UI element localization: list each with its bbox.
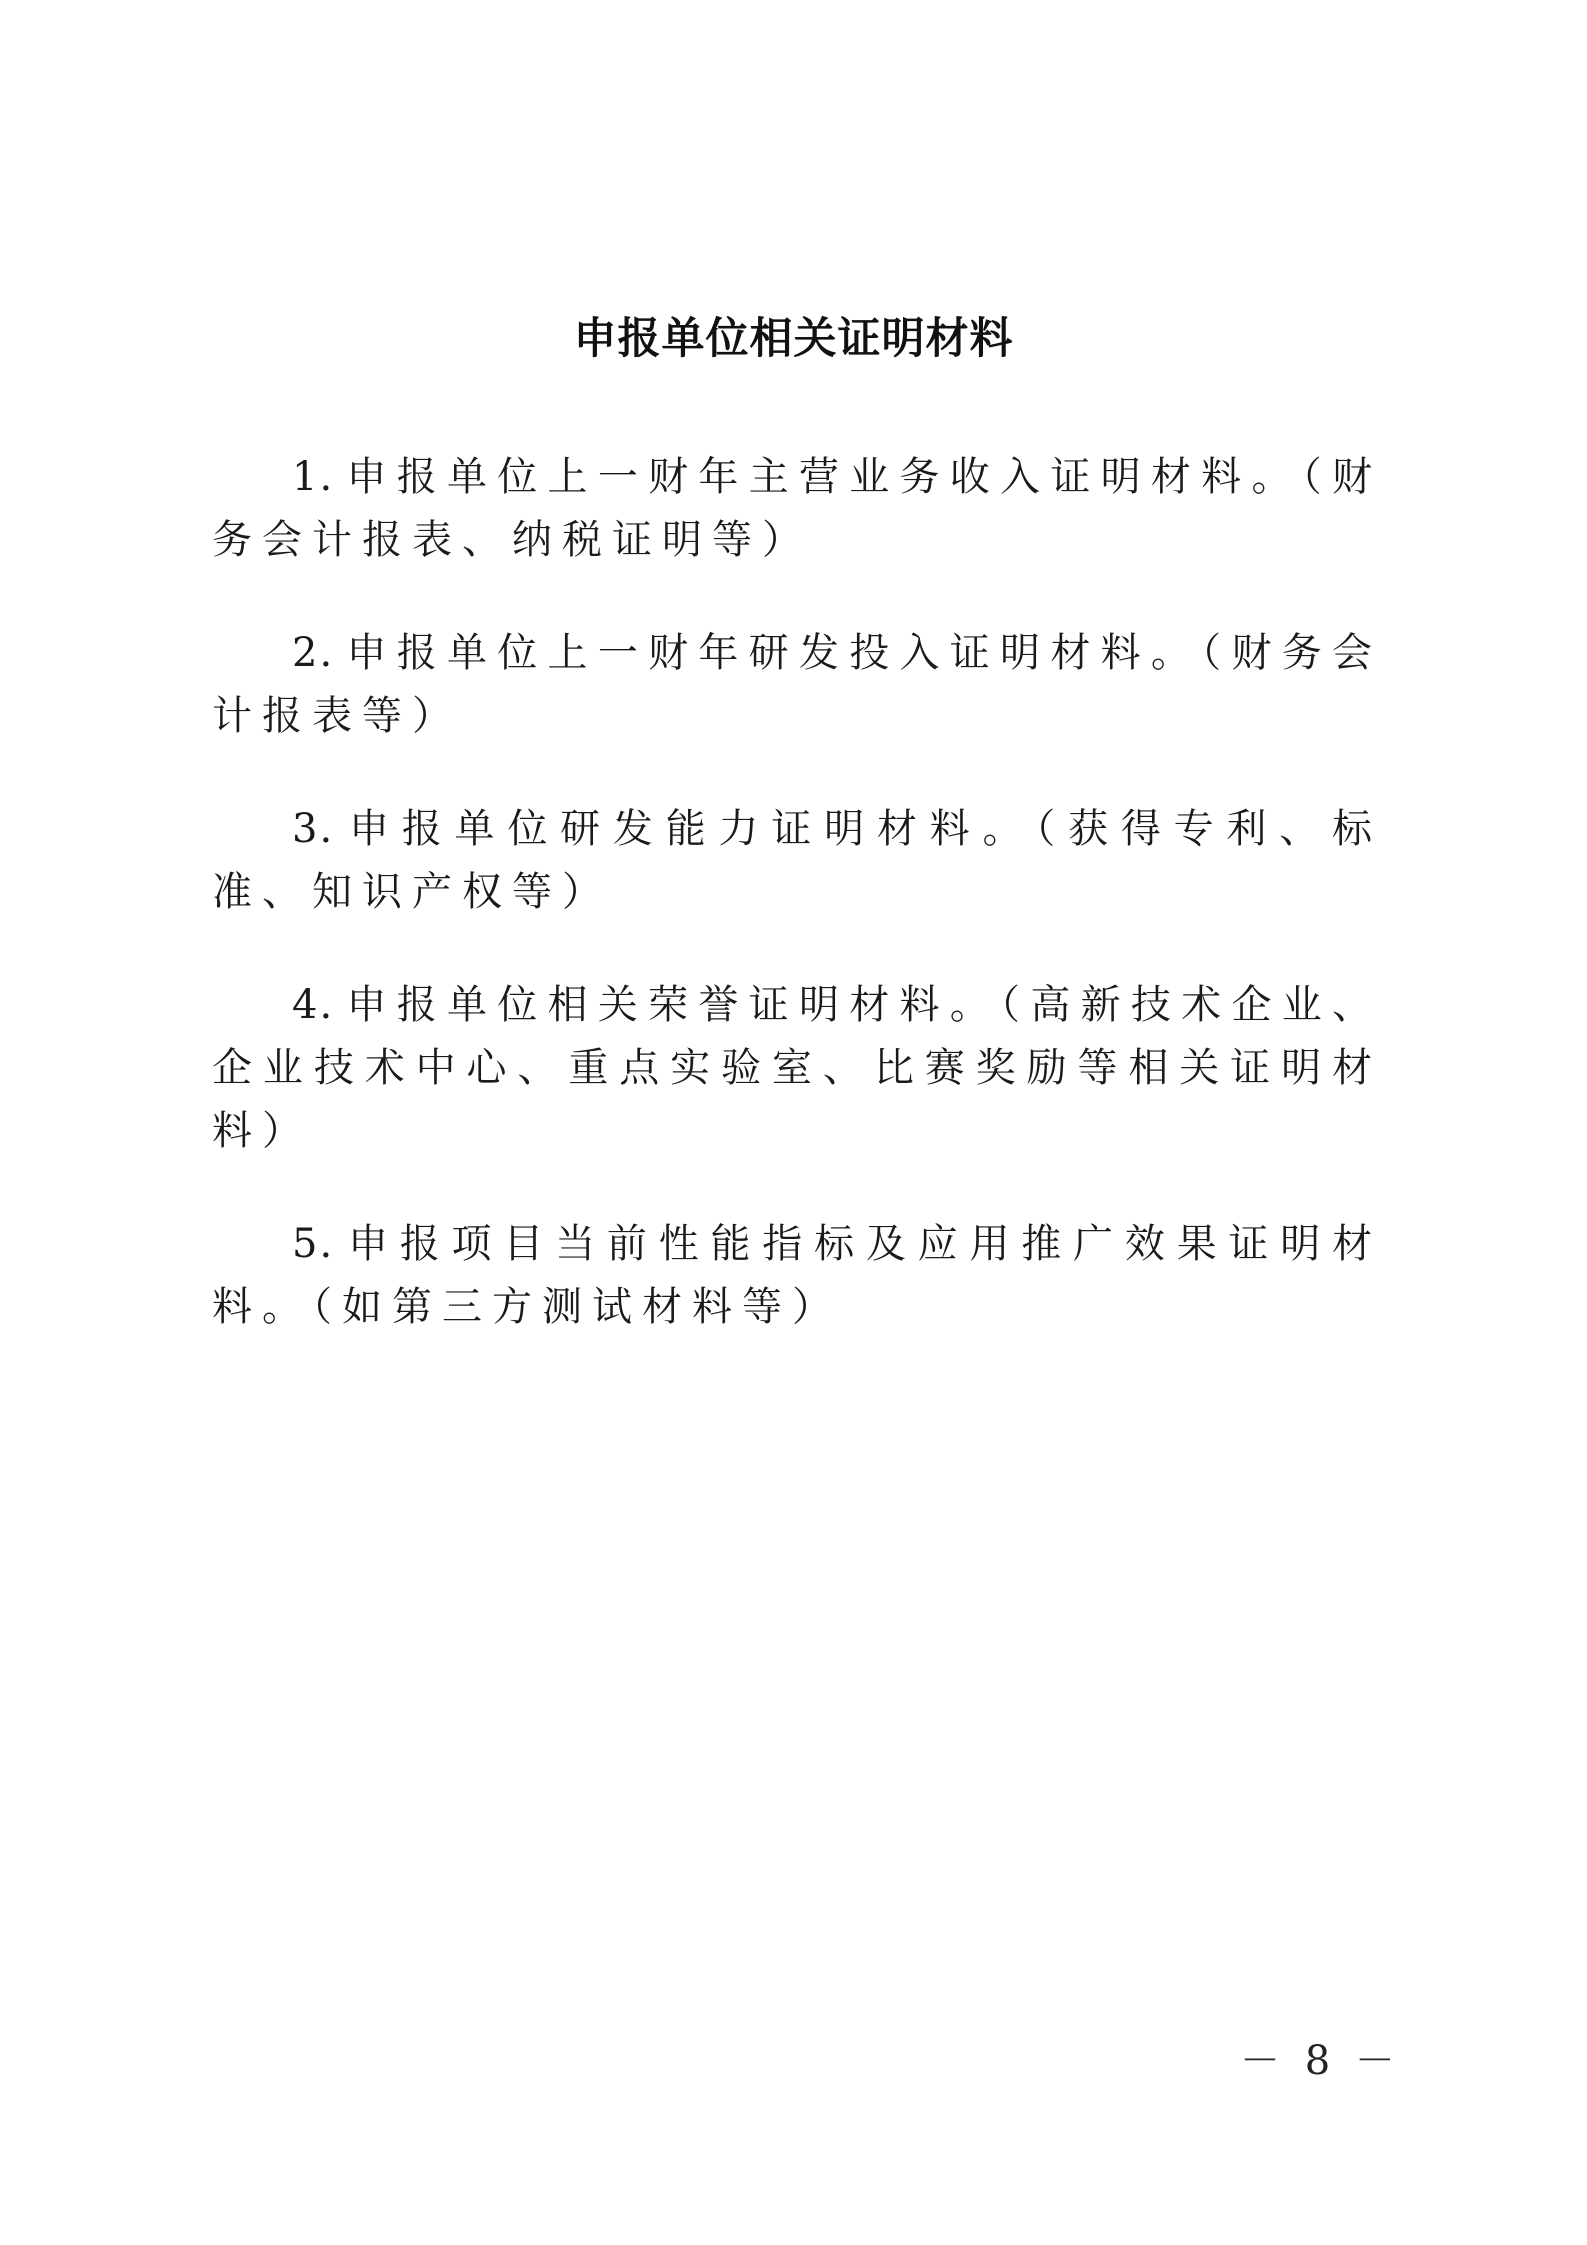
item-number: 5.	[292, 1221, 335, 1267]
list-item	[212, 974, 1382, 1163]
item-number: 1.	[292, 454, 335, 500]
item-text: 申报单位上一财年研发投入证明材料。（财务会计报表等）	[212, 630, 1382, 739]
list-item	[212, 622, 1382, 748]
item-number: 2.	[292, 630, 335, 676]
item-text: 申报单位研发能力证明材料。（获得专利、标准、知识产权等）	[212, 806, 1382, 915]
item-text: 申报项目当前性能指标及应用推广效果证明材料。（如第三方测试材料等）	[212, 1221, 1382, 1330]
item-number: 3.	[292, 806, 335, 852]
item-text: 申报单位相关荣誉证明材料。（高新技术企业、企业技术中心、重点实验室、比赛奖励等相关证明材料）	[212, 982, 1382, 1154]
item-text: 申报单位上一财年主营业务收入证明材料。（财务会计报表、纳税证明等）	[212, 454, 1382, 563]
list-item	[212, 1213, 1382, 1339]
list-item	[212, 446, 1382, 572]
requirements-list	[212, 446, 1382, 1389]
page-number: － 8 －	[1240, 2038, 1401, 2084]
page-title: 申报单位相关证明材料	[573, 313, 1014, 364]
item-number: 4.	[292, 982, 335, 1028]
list-item	[212, 798, 1382, 924]
